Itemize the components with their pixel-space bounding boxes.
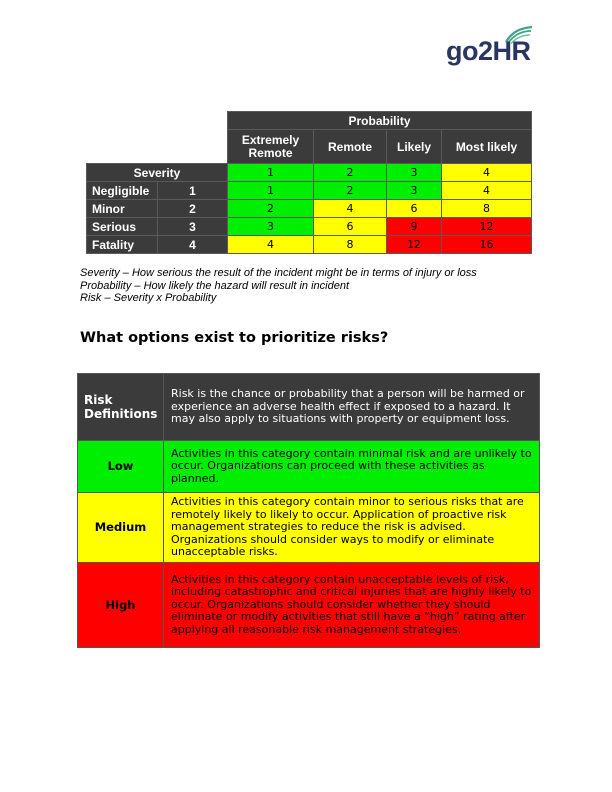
severity-label: Minor (87, 200, 158, 218)
probability-header: Probability (228, 112, 532, 130)
matrix-cell: 12 (442, 218, 532, 236)
matrix-cell: 4 (228, 236, 314, 254)
severity-header: Severity (87, 164, 228, 182)
logo-text: go2HR (446, 36, 531, 66)
risk-definitions-table (77, 373, 540, 648)
probability-value: 1 (228, 164, 314, 182)
severity-level: 1 (158, 182, 228, 200)
severity-label: Serious (87, 218, 158, 236)
probability-level: Remote (314, 130, 387, 164)
matrix-cell: 3 (228, 218, 314, 236)
risk-level-low-text: Activities in this category contain minimal risk and are unlikely to occur. Organizations can proceed with these activities as planned. (164, 441, 540, 493)
severity-level: 2 (158, 200, 228, 218)
severity-label: Fatality (87, 236, 158, 254)
probability-value: 3 (387, 164, 442, 182)
probability-value: 2 (314, 164, 387, 182)
matrix-cell: 4 (442, 182, 532, 200)
matrix-cell: 8 (314, 236, 387, 254)
matrix-cell: 16 (442, 236, 532, 254)
matrix-cell: 2 (228, 200, 314, 218)
severity-level: 3 (158, 218, 228, 236)
probability-value: 4 (442, 164, 532, 182)
probability-level: Most likely (442, 130, 532, 164)
matrix-cell: 4 (314, 200, 387, 218)
definitions-header-label: Risk Definitions (78, 374, 164, 441)
matrix-cell: 6 (387, 200, 442, 218)
risk-matrix (86, 111, 532, 254)
probability-level: Likely (387, 130, 442, 164)
matrix-cell: 3 (387, 182, 442, 200)
matrix-cell: 6 (314, 218, 387, 236)
risk-level-medium: Medium (78, 493, 164, 563)
matrix-legend (80, 267, 477, 305)
risk-level-low: Low (78, 441, 164, 493)
go2hr-logo (446, 26, 534, 72)
probability-level: Extremely Remote (228, 130, 314, 164)
section-heading: What options exist to prioritize risks? (80, 330, 389, 346)
definitions-header-text: Risk is the chance or probability that a person will be harmed or experience an adverse health effect if exposed to a hazard. It may also apply to situations with property or equipment loss. (164, 374, 540, 441)
legend-probability: Probability – How likely the hazard will result in incident (80, 279, 350, 292)
matrix-cell: 8 (442, 200, 532, 218)
risk-level-medium-text: Activities in this category contain minor to serious risks that are remotely likely to likely to occur. Application of proactive risk management strategies to reduce the risk is advised. Organizations should consider ways to modify or eliminate unacceptable risks. (164, 493, 540, 563)
matrix-cell: 1 (228, 182, 314, 200)
matrix-cell: 12 (387, 236, 442, 254)
matrix-cell: 9 (387, 218, 442, 236)
risk-level-high: High (78, 563, 164, 648)
risk-level-high-text: Activities in this category contain unacceptable levels of risk, including catastrophic and critical injuries that are highly likely to occur. Organizations should consider whether they should eliminate or modify activities that still have a “high” rating after applying all reasonable risk management strategies. (164, 563, 540, 648)
severity-label: Negligible (87, 182, 158, 200)
matrix-cell: 2 (314, 182, 387, 200)
legend-risk: Risk – Severity x Probability (80, 292, 217, 304)
severity-level: 4 (158, 236, 228, 254)
legend-severity: Severity – How serious the result of the incident might be in terms of injury or loss (80, 267, 477, 279)
